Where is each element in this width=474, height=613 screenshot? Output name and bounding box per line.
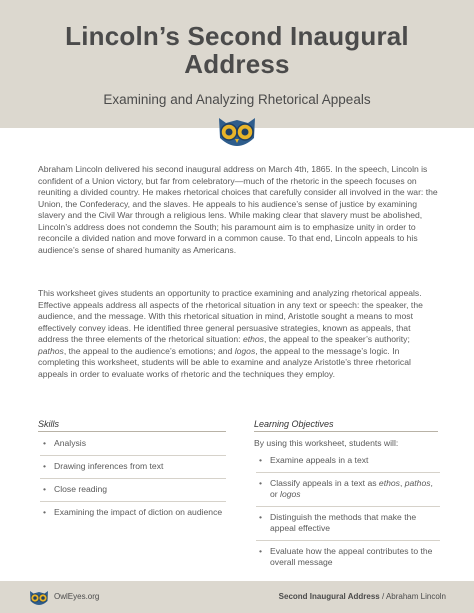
ethos-term: ethos: [242, 334, 264, 344]
skill-item: • Examining the impact of diction on audience: [40, 507, 226, 524]
page-subtitle: Examining and Analyzing Rhetorical Appeals: [103, 92, 371, 107]
skills-divider: [38, 431, 226, 432]
header-band: [0, 0, 474, 128]
objective-text: ,: [399, 478, 405, 488]
footer-band: [0, 581, 474, 613]
page-title: [0, 22, 474, 78]
footer-doc-label: [279, 592, 446, 601]
footer-brand-link[interactable]: OwlEyes.org: [54, 592, 100, 601]
p2-text-b: , the appeal to the speaker’s authority;: [263, 334, 410, 344]
owl-icon: [28, 589, 50, 607]
skills-list: [40, 438, 226, 529]
skill-item: • Drawing inferences from text: [40, 461, 226, 479]
pathos-term: pathos: [404, 478, 431, 488]
p2-text-d: , the appeal to the message’s logic. In completing this worksheet, students will be able to examine and analyze Aristotle’s three rhetorical appeals in order to evaluate works of rhetoric and the techniques they employ.: [38, 345, 411, 379]
objective-text: , or: [270, 478, 433, 499]
objectives-list: [256, 455, 440, 579]
skills-heading: Skills: [38, 419, 60, 429]
skill-item: • Close reading: [40, 484, 226, 502]
objective-item: [256, 478, 440, 507]
title-line-1: Lincoln’s Second Inaugural: [65, 21, 409, 51]
skill-item: • Analysis: [40, 438, 226, 456]
footer-author: Abraham Lincoln: [385, 592, 446, 601]
pathos-term: pathos: [38, 345, 64, 356]
intro-paragraph-1: Abraham Lincoln delivered his second inaugural address on March 4th, 1865. In the speech, Lincoln is confident of a Union victory, but far from celebratory—much of the rhetoric in the speech focuses on reuniting a divided country. He makes rhetorical choices that carefully consider all involved in the war: the Union, the Confederacy, and the slaves. He appeals to his audience’s sense of justice by examining slavery and the Civil War through a religious lens. While making clear that slavery must be abolished, Lincoln’s address does not condemn the South; his paramount aim is to emphasize unity in order to reconcile a divided nation and move forward in a common cause. To that end, Lincoln appeals to his audience’s sense of shared humanity as Americans.: [38, 164, 438, 255]
objective-item: • Examine appeals in a text: [256, 455, 440, 473]
footer-separator: /: [379, 592, 386, 601]
p2-text-a: This worksheet gives students an opportunity to practice examining and analyzing rhetorical appeals. Effective appeals address all aspects of the rhetorical situation in any text or speech: the speaker, the audience, and the message. With this rhetorical situation in mind, Aristotle sought a means to most effectively convey ideas. He identified three general persuasive strategies, known as appeals, that address the three elements of the rhetorical situation:: [38, 288, 423, 344]
objective-text: Classify appeals in a text as: [270, 478, 379, 488]
title-line-2: Address: [184, 49, 290, 79]
footer-doc-title: Second Inaugural Address: [278, 592, 380, 601]
logos-term: logos: [280, 489, 301, 499]
logos-term: logos: [234, 345, 256, 356]
intro-paragraph-2: [38, 288, 438, 380]
objectives-intro: By using this worksheet, students will:: [254, 438, 399, 448]
objective-item: • Evaluate how the appeal contributes to the overall message: [256, 546, 440, 574]
objective-item: • Distinguish the methods that make the appeal effective: [256, 512, 440, 541]
objectives-heading: Learning Objectives: [254, 419, 334, 429]
owl-icon: [216, 114, 258, 150]
p2-text-c: , the appeal to the audience’s emotions; and: [63, 345, 235, 356]
ethos-term: ethos: [378, 478, 400, 488]
objectives-divider: [254, 431, 438, 432]
